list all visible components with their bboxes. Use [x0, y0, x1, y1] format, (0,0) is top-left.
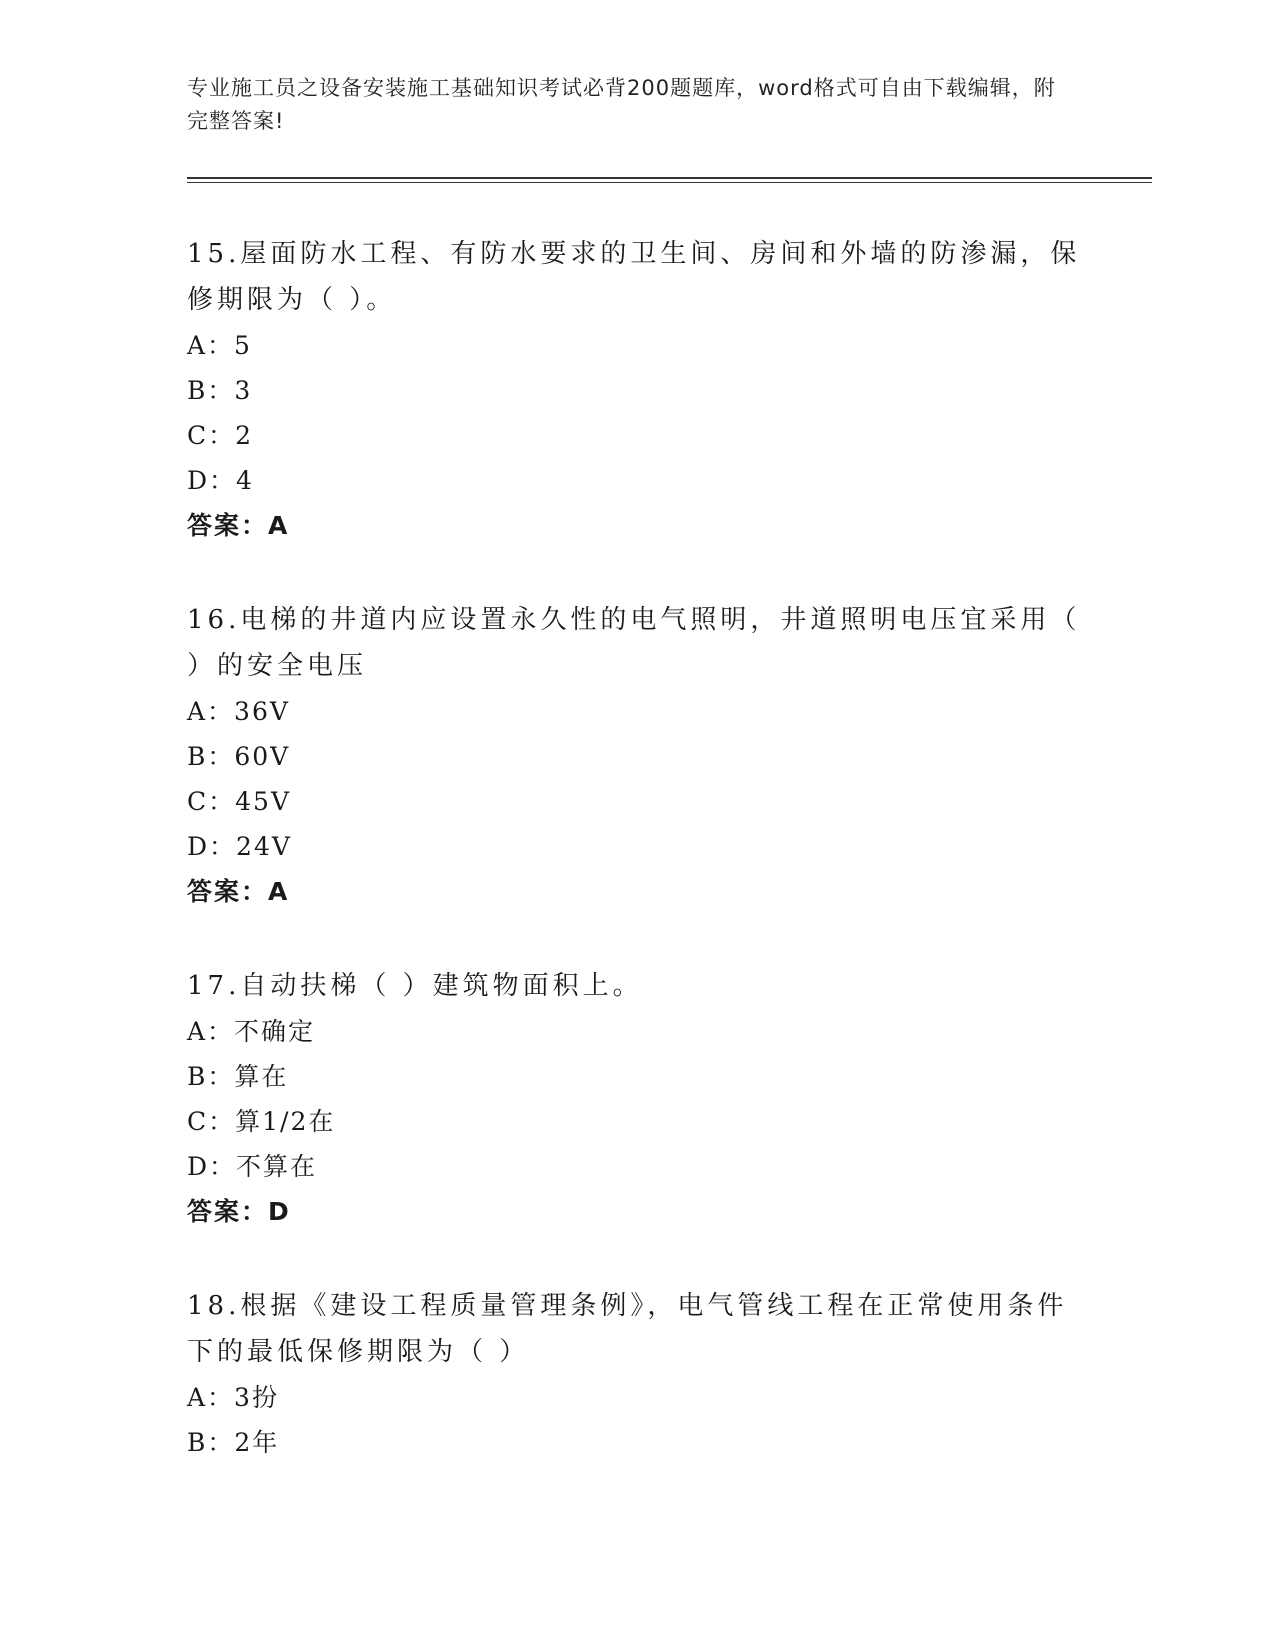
question-text: 16.电梯的井道内应设置永久性的电气照明，井道照明电压宜采用（ ）的安全电压	[187, 605, 1081, 681]
option-d: D：24V	[187, 832, 292, 861]
option-a: A：3扮	[187, 1383, 279, 1412]
question-15	[187, 231, 1087, 548]
option-c: C：2	[187, 421, 254, 450]
answer-line: 答案：D	[187, 1197, 291, 1226]
question-18	[187, 1283, 1087, 1465]
option-a: A：5	[187, 331, 252, 360]
option-d: D：不算在	[187, 1152, 318, 1181]
option-a: A：36V	[187, 697, 290, 726]
option-c: C：45V	[187, 787, 291, 816]
question-text: 18.根据《建设工程质量管理条例》，电气管线工程在正常使用条件下的最低保修期限为（ ）	[187, 1291, 1068, 1367]
answer-line: 答案：A	[187, 511, 290, 540]
option-b: B：算在	[187, 1062, 289, 1091]
question-text: 15.屋面防水工程、有防水要求的卫生间、房间和外墙的防渗漏，保修期限为（ ）。	[187, 239, 1081, 315]
answer-line: 答案：A	[187, 877, 290, 906]
option-b: B：3	[187, 376, 253, 405]
question-list	[187, 231, 1087, 1514]
question-16	[187, 597, 1087, 914]
option-b: B：2年	[187, 1428, 280, 1457]
header-divider-thick	[187, 177, 1152, 179]
header-divider-thin	[187, 182, 1152, 183]
document-header-title: 专业施工员之设备安装施工基础知识考试必背200题题库，word格式可自由下载编辑，附完整答案!	[187, 76, 1056, 133]
question-17	[187, 963, 1087, 1234]
option-b: B：60V	[187, 742, 291, 771]
question-text: 17.自动扶梯（ ）建筑物面积上。	[187, 971, 643, 1001]
option-d: D：4	[187, 466, 254, 495]
option-a: A：不确定	[187, 1017, 316, 1046]
option-c: C：算1/2在	[187, 1107, 336, 1136]
